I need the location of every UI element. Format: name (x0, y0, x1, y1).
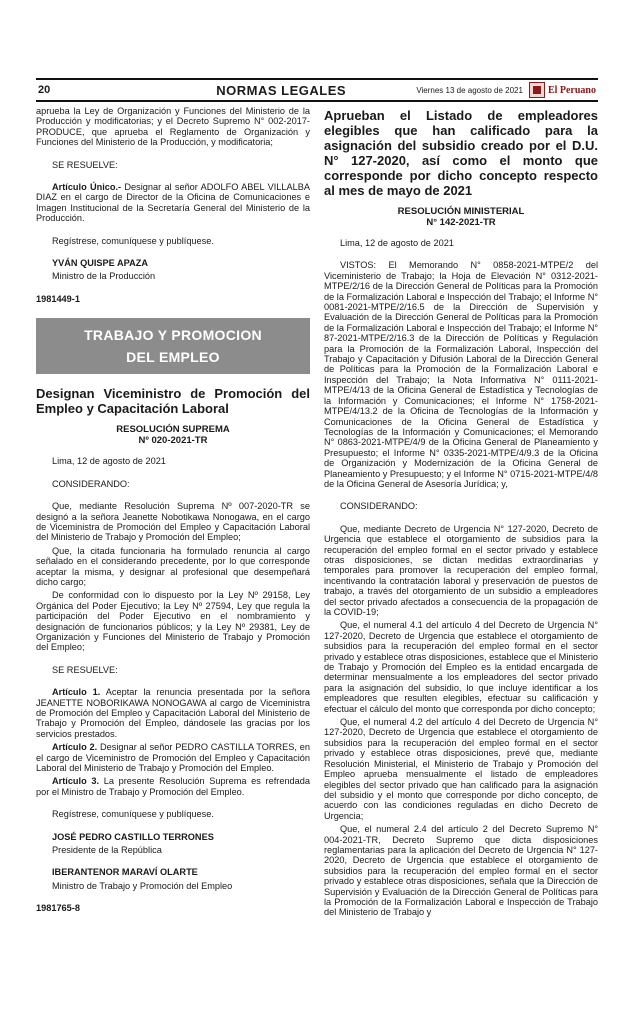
closing-formula: Regístrese, comuníquese y publíquese. (52, 235, 214, 246)
article-label: Artículo 2. (52, 742, 98, 753)
resolution-title (36, 424, 310, 446)
brand-name: El Peruano (547, 84, 596, 96)
page-number: 20 (38, 84, 51, 96)
headline: Designan Viceministro de Promoción del Empleo y Capacitación Laboral (36, 386, 310, 417)
article-paragraph (36, 687, 310, 739)
place-date: Lima, 12 de agosto de 2021 (52, 456, 166, 467)
paragraph: Que, el numeral 4.1 del artículo 4 del Decreto de Urgencia N° 127-2020, Decreto de Urgencia que establece el otorgamiento de subsidios para la recuperación del empleo formal en el sector privado y establece otras disposiciones, establece que el Ministerio de Trabajo y Promoción del Empleo es la entidad encargada de determinar mensualmente a los empleadores del sector privado para la asignación del subsidio, lo que incluye identificar a los empleadores que resulten elegibles, efectuar su calificación y efectuar el cálculo del monto que corresponda por dicho concepto; (324, 620, 598, 714)
resolution-title (324, 206, 598, 228)
resolve-heading: SE RESUELVE: (52, 159, 118, 170)
article-paragraph (36, 742, 310, 773)
signer-title: Ministro de la Producción (52, 271, 156, 282)
document-code: 1981449-1 (36, 293, 80, 304)
headline: Aprueban el Listado de empleadores elegibles que han calificado para la asignación del subsidio creado por el D.U. N° 127-2020, así como el monto que corresponde por dicho concepto respecto al mes de mayo de 2021 (324, 108, 598, 198)
resolution-type: RESOLUCIÓN SUPREMA (116, 424, 230, 436)
article-paragraph (36, 182, 310, 224)
place-date: Lima, 12 de agosto de 2021 (340, 238, 454, 248)
section-title-line2: DEL EMPLEO (126, 349, 220, 366)
two-column-body (36, 106, 598, 921)
resolution-type: RESOLUCIÓN MINISTERIAL (397, 206, 525, 217)
section-banner (36, 318, 310, 374)
signer-name: YVÁN QUISPE APAZA (52, 258, 148, 269)
document-code: 1981765-8 (36, 903, 80, 914)
article-text: Designar al señor ADOLFO ABEL VILLALBA DIAZ en el cargo de Director de la Oficina de Comunicaciones e Imagen Institucional de la Secretaría General del Ministerio de la Producción. (36, 182, 310, 224)
signer-title: Presidente de la República (52, 845, 162, 856)
closing-formula: Regístrese, comuníquese y publíquese. (52, 809, 214, 820)
article-label: Artículo 1. (52, 687, 101, 698)
coat-of-arms-icon (529, 82, 545, 98)
article-text: La presente Resolución Suprema es refrendada por el Ministro de Trabajo y Promoción del Empleo. (36, 776, 310, 797)
publication-title: NORMAS LEGALES (216, 82, 347, 98)
resolution-number: N° 142-2021-TR (426, 217, 496, 228)
resolve-heading: SE RESUELVE: (52, 664, 118, 675)
paragraph: De conformidad con lo dispuesto por la Ley Nº 29158, Ley Orgánica del Poder Ejecutivo; la Ley Nº 27594, Ley que regula la participación del Poder Ejecutivo en el nombramiento y designación de funcionarios públicos; y la Ley Nº 29381, Ley de Organización y Funciones del Ministerio de Trabajo y Promoción del Empleo; (36, 590, 310, 653)
considerando-heading: CONSIDERANDO: (52, 478, 130, 489)
gazette-page (36, 78, 598, 1008)
article-text: Aceptar la renuncia presentada por la señora JEANETTE NOBORIKAWA NONOGAWA al cargo de Viceministra de Promoción del Empleo y Capacitación Laboral del Ministerio de Trabajo y Promoción del Empleo, dándosele las gracias por los servicios prestados. (36, 687, 310, 739)
page-header (36, 78, 598, 102)
article-label: Artículo 3. (52, 776, 100, 787)
paragraph: Que, mediante Decreto de Urgencia N° 127-2020, Decreto de Urgencia que establece el otorgamiento de subsidios para la recuperación del empleo formal en el sector privado y establece otras disposiciones, se dictan medidas extraordinarias y temporales para promover la recuperación del empleo formal, incentivando la contratación laboral y preservación de puestos de trabajo, a través del otorgamiento de un subsidio a empleadores del sector privado afectados a consecuencia de la propagación de la COVID-19; (324, 523, 598, 617)
section-title-line1: TRABAJO Y PROMOCION (84, 327, 262, 344)
paragraph: Que, mediante Resolución Suprema Nº 007-2020-TR se designó a la señora Jeanette Nobotikawa Nonogawa, en el cargo de Viceministra de Promoción del Empleo y Capacitación Laboral del Ministerio de Trabajo y Promoción del Empleo; (36, 501, 310, 543)
paragraph: Que, el numeral 4.2 del artículo 4 del Decreto de Urgencia N° 127-2020, Decreto de Urgencia que establece el otorgamiento de subsidios para la recuperación del empleo formal en el sector privado y establece otras disposiciones, prevé que, mediante Resolución Ministerial, el Ministerio de Trabajo y Promoción del Empleo aprueba mensualmente el listado de empleadores elegibles del sector privado que han calificado para la asignación del subsidio y el monto que corresponde por dicho concepto, de acuerdo con las condiciones reguladas en dicho Decreto de Urgencia; (324, 717, 598, 821)
paragraph: Que, el numeral 2.4 del artículo 2 del Decreto Supremo N° 004-2021-TR, Decreto Supremo que dicta disposiciones reglamentarias para la aplicación del Decreto de Urgencia N° 127-2020, Decreto de Urgencia que establece el otorgamiento de subsidios para la recuperación del empleo formal en el sector privado y establece otras disposiciones, señala que la Dirección de Supervisión y Evaluación de la Dirección General de Políticas para la Promoción de la Formalización Laboral e Inspección de Trabajo del Ministerio de Trabajo y (324, 824, 598, 918)
issue-date: Viernes 13 de agosto de 2021 (416, 85, 523, 95)
article-text: Designar al señor PEDRO CASTILLA TORRES, en el cargo de Viceministro de Promoción del Empleo y Capacitación Laboral del Ministerio de Trabajo y Promoción del Empleo. (36, 742, 310, 774)
vistos-paragraph: VISTOS: El Memorando N° 0858-2021-MTPE/2 del Viceministerio de Trabajo; la Hoja de Elevación N° 0312-2021-MTPE/2/16 de la Dirección General de Políticas para la Promoción de la Formalización Laboral e Inspección del Trabajo; el Informe N° 0081-2021-MTPE/2/16.5 de la Dirección de Supervisión y Evaluación de la Dirección General de Políticas para la Promoción de la Formalización Laboral e Inspección del Trabajo; el Informe N° 87-2021-MTPE/2/16.3 de la Dirección de Políticas y Regulación para la Promoción de la Formalización Laboral, Inspección del Trabajo y Capacitación y Difusión Laboral de la Dirección General de Políticas para la Promoción de la Formalización Laboral e Inspección del Trabajo; la Nota Informativa N° 0111-2021-MTPE/4/13 de la Oficina General de Estadística y Tecnologías de la Información y Comunicaciones; el Informe N° 1758-2021-MTPE/4/13.2 de la Oficina de Tecnologías de la Información y Comunicaciones de la Oficina General de Estadística y Tecnologías de la Información y Comunicaciones; el Memorando N° 0863-2021-MTPE/4/9 de la Oficina General de Planeamiento y Presupuesto; el Informe N° 0335-2021-MTPE/4/9.3 de la Oficina de Organización y Modernización de la Oficina General de Planeamiento y Presupuesto; y el Informe N° 0715-2021-MTPE/4/8 de la Oficina General de Asesoría Jurídica; y, (324, 260, 598, 489)
resolution-number: Nº 020-2021-TR (138, 435, 208, 447)
article-paragraph (36, 776, 310, 797)
right-column (324, 106, 598, 921)
brand-logo (529, 82, 596, 98)
considerando-heading: CONSIDERANDO: (340, 501, 418, 512)
paragraph: Que, la citada funcionaria ha formulado renuncia al cargo señalado en el considerando precedente, por lo que corresponde aceptar la misma, y designar al profesional que desempeñará dicho cargo; (36, 545, 310, 587)
signer-name: IBERANTENOR MARAVÍ OLARTE (52, 867, 198, 878)
signer-name: JOSÉ PEDRO CASTILLO TERRONES (52, 831, 214, 842)
signer-title: Ministro de Trabajo y Promoción del Empleo (52, 880, 233, 891)
paragraph: aprueba la Ley de Organización y Funciones del Ministerio de la Producción y modificatorias; y el Decreto Supremo N° 002-2017-PRODUCE, que aprueba el Reglamento de Organización y Funciones del Ministerio de la Producción, y modificatoria; (36, 106, 310, 148)
left-column (36, 106, 310, 921)
article-label: Artículo Único.- (52, 182, 122, 193)
